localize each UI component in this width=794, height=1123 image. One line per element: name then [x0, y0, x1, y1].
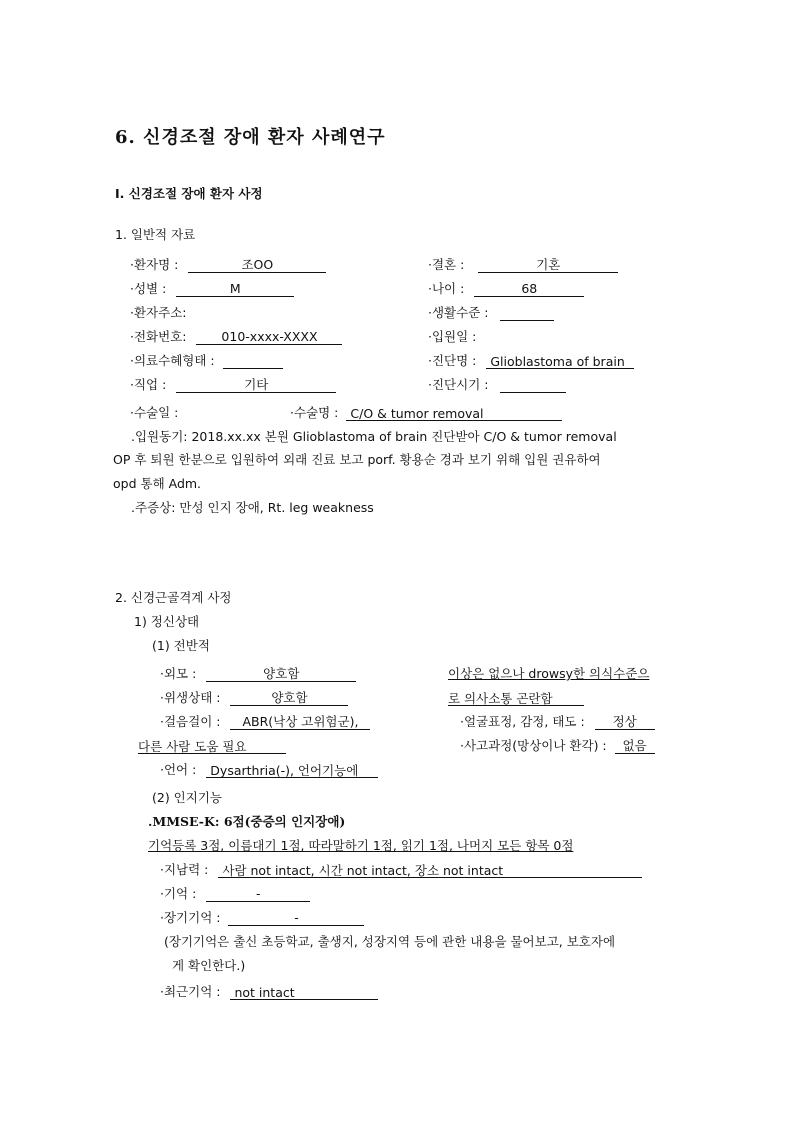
hygiene-value: 양호함 — [230, 690, 348, 706]
gait-cont — [138, 738, 286, 754]
diagnosis-label: ·진단명 : — [428, 353, 477, 368]
diagnosis-time-field — [428, 377, 566, 393]
surgery-date-label: ·수술일 : — [130, 405, 179, 420]
page-title: 6. 신경조절 장애 환자 사례연구 — [115, 127, 386, 148]
face-label: ·얼굴표정, 감정, 태도 : — [460, 714, 585, 729]
general-data-heading: 1. 일반적 자료 — [115, 227, 196, 242]
address-label: ·환자주소: — [130, 305, 187, 320]
memory-label: ·기억 : — [160, 886, 197, 901]
consciousness-line — [448, 690, 584, 706]
patient-name-value: 조OO — [188, 257, 326, 273]
orientation-value: 사람 not intact, 시간 not intact, 장소 not intact — [218, 863, 642, 878]
gait-field — [160, 714, 370, 730]
admission-motive-line: .입원동기: 2018.xx.xx 본원 Glioblastoma of brain 진단받아 C/O & tumor removal — [131, 429, 617, 444]
orientation-label: ·지남력 : — [160, 862, 209, 877]
age-value: 68 — [474, 281, 584, 297]
admission-motive-line: opd 통해 Adm. — [113, 476, 202, 491]
married-value: 기혼 — [478, 257, 618, 273]
surgery-name-label: ·수술명 : — [290, 405, 339, 420]
diagnosis-time-value — [500, 377, 566, 393]
diagnosis-time-label: ·진단시기 : — [428, 377, 489, 392]
section-heading: Ⅰ. 신경조절 장애 환자 사정 — [115, 186, 263, 201]
cognition-heading: (2) 인지기능 — [152, 790, 222, 805]
diagnosis-field — [428, 353, 634, 369]
insurance-value — [223, 353, 283, 369]
long-memory-value: - — [228, 910, 364, 926]
language-field — [160, 762, 378, 778]
insurance-field — [130, 353, 283, 369]
thought-field — [460, 738, 655, 754]
age-field — [428, 281, 584, 297]
gait-value: ABR(낙상 고위험군), — [230, 714, 370, 730]
age-label: ·나이 : — [428, 281, 465, 296]
mental-status-heading: 1) 정신상태 — [134, 614, 200, 629]
living-value — [500, 305, 554, 321]
neuro-heading: 2. 신경근골격계 사정 — [115, 590, 232, 605]
thought-value: 없음 — [615, 738, 655, 754]
thought-label: ·사고과정(망상이나 환각) : — [460, 738, 607, 753]
long-memory-field — [160, 910, 364, 926]
phone-value: 010-xxxx-XXXX — [196, 329, 342, 345]
admission-motive-line: OP 후 퇴원 한분으로 입원하여 외래 진료 보고 porf. 황용순 경과 보기 위해 입원 권유하여 — [113, 452, 601, 467]
diagnosis-value: Glioblastoma of brain — [486, 354, 634, 369]
long-memory-label: ·장기기억 : — [160, 910, 221, 925]
mmse-detail — [148, 838, 573, 854]
mmse-detail-text: 기억등록 3점, 이름대기 1점, 따라말하기 1점, 읽기 1점, 나머지 모든 항목 0점 — [148, 838, 574, 853]
chief-complaint: .주증상: 만성 인지 장애, Rt. leg weakness — [131, 500, 374, 515]
gait-label: ·걸음걸이 : — [160, 714, 221, 729]
long-memory-note-cont: 게 확인한다.) — [172, 958, 246, 973]
language-label: ·언어 : — [160, 762, 197, 777]
recent-memory-value: not intact — [230, 985, 378, 1000]
face-field — [460, 714, 655, 730]
appearance-field — [160, 666, 356, 682]
general-heading: (1) 전반적 — [152, 638, 210, 653]
patient-name-label: ·환자명 : — [130, 257, 179, 272]
sex-field — [130, 281, 294, 297]
mmse-score: .MMSE-K: 6점(중증의 인지장애) — [148, 814, 346, 829]
surgery-name-field — [290, 405, 562, 421]
recent-memory-field — [160, 984, 378, 1000]
gait-value-cont: 다른 사람 도움 필요 — [138, 739, 286, 754]
married-field — [428, 257, 618, 273]
sex-label: ·성별 : — [130, 281, 167, 296]
living-label: ·생활수준 : — [428, 305, 489, 320]
consciousness-text-cont: 로 의사소통 곤란함 — [448, 691, 584, 706]
patient-name-field — [130, 257, 326, 273]
hygiene-field — [160, 690, 348, 706]
married-label: ·결혼 : — [428, 257, 465, 272]
memory-value: - — [206, 886, 310, 902]
appearance-label: ·외모 : — [160, 666, 197, 681]
hygiene-label: ·위생상태 : — [160, 690, 221, 705]
insurance-label: ·의료수혜형태 : — [130, 353, 215, 368]
consciousness-line — [448, 666, 649, 682]
job-label: ·직업 : — [130, 377, 167, 392]
job-field — [130, 377, 336, 393]
consciousness-text: 이상은 없으나 drowsy한 의식수준으 — [448, 666, 650, 681]
sex-value: M — [176, 281, 294, 297]
language-value: Dysarthria(-), 언어기능에 — [206, 763, 378, 778]
appearance-value: 양호함 — [206, 666, 356, 682]
living-field — [428, 305, 554, 321]
orientation-field — [160, 862, 642, 878]
face-value: 정상 — [595, 714, 655, 730]
memory-field — [160, 886, 310, 902]
phone-field — [130, 329, 342, 345]
surgery-name-value: C/O & tumor removal — [346, 406, 562, 421]
phone-label: ·전화번호: — [130, 329, 187, 344]
job-value: 기타 — [176, 377, 336, 393]
recent-memory-label: ·최근기억 : — [160, 984, 221, 999]
admit-date-label: ·입원일 : — [428, 329, 477, 344]
long-memory-note: (장기기억은 출신 초등학교, 출생지, 성장지역 등에 관한 내용을 물어보고, 보호자에 — [164, 934, 616, 949]
